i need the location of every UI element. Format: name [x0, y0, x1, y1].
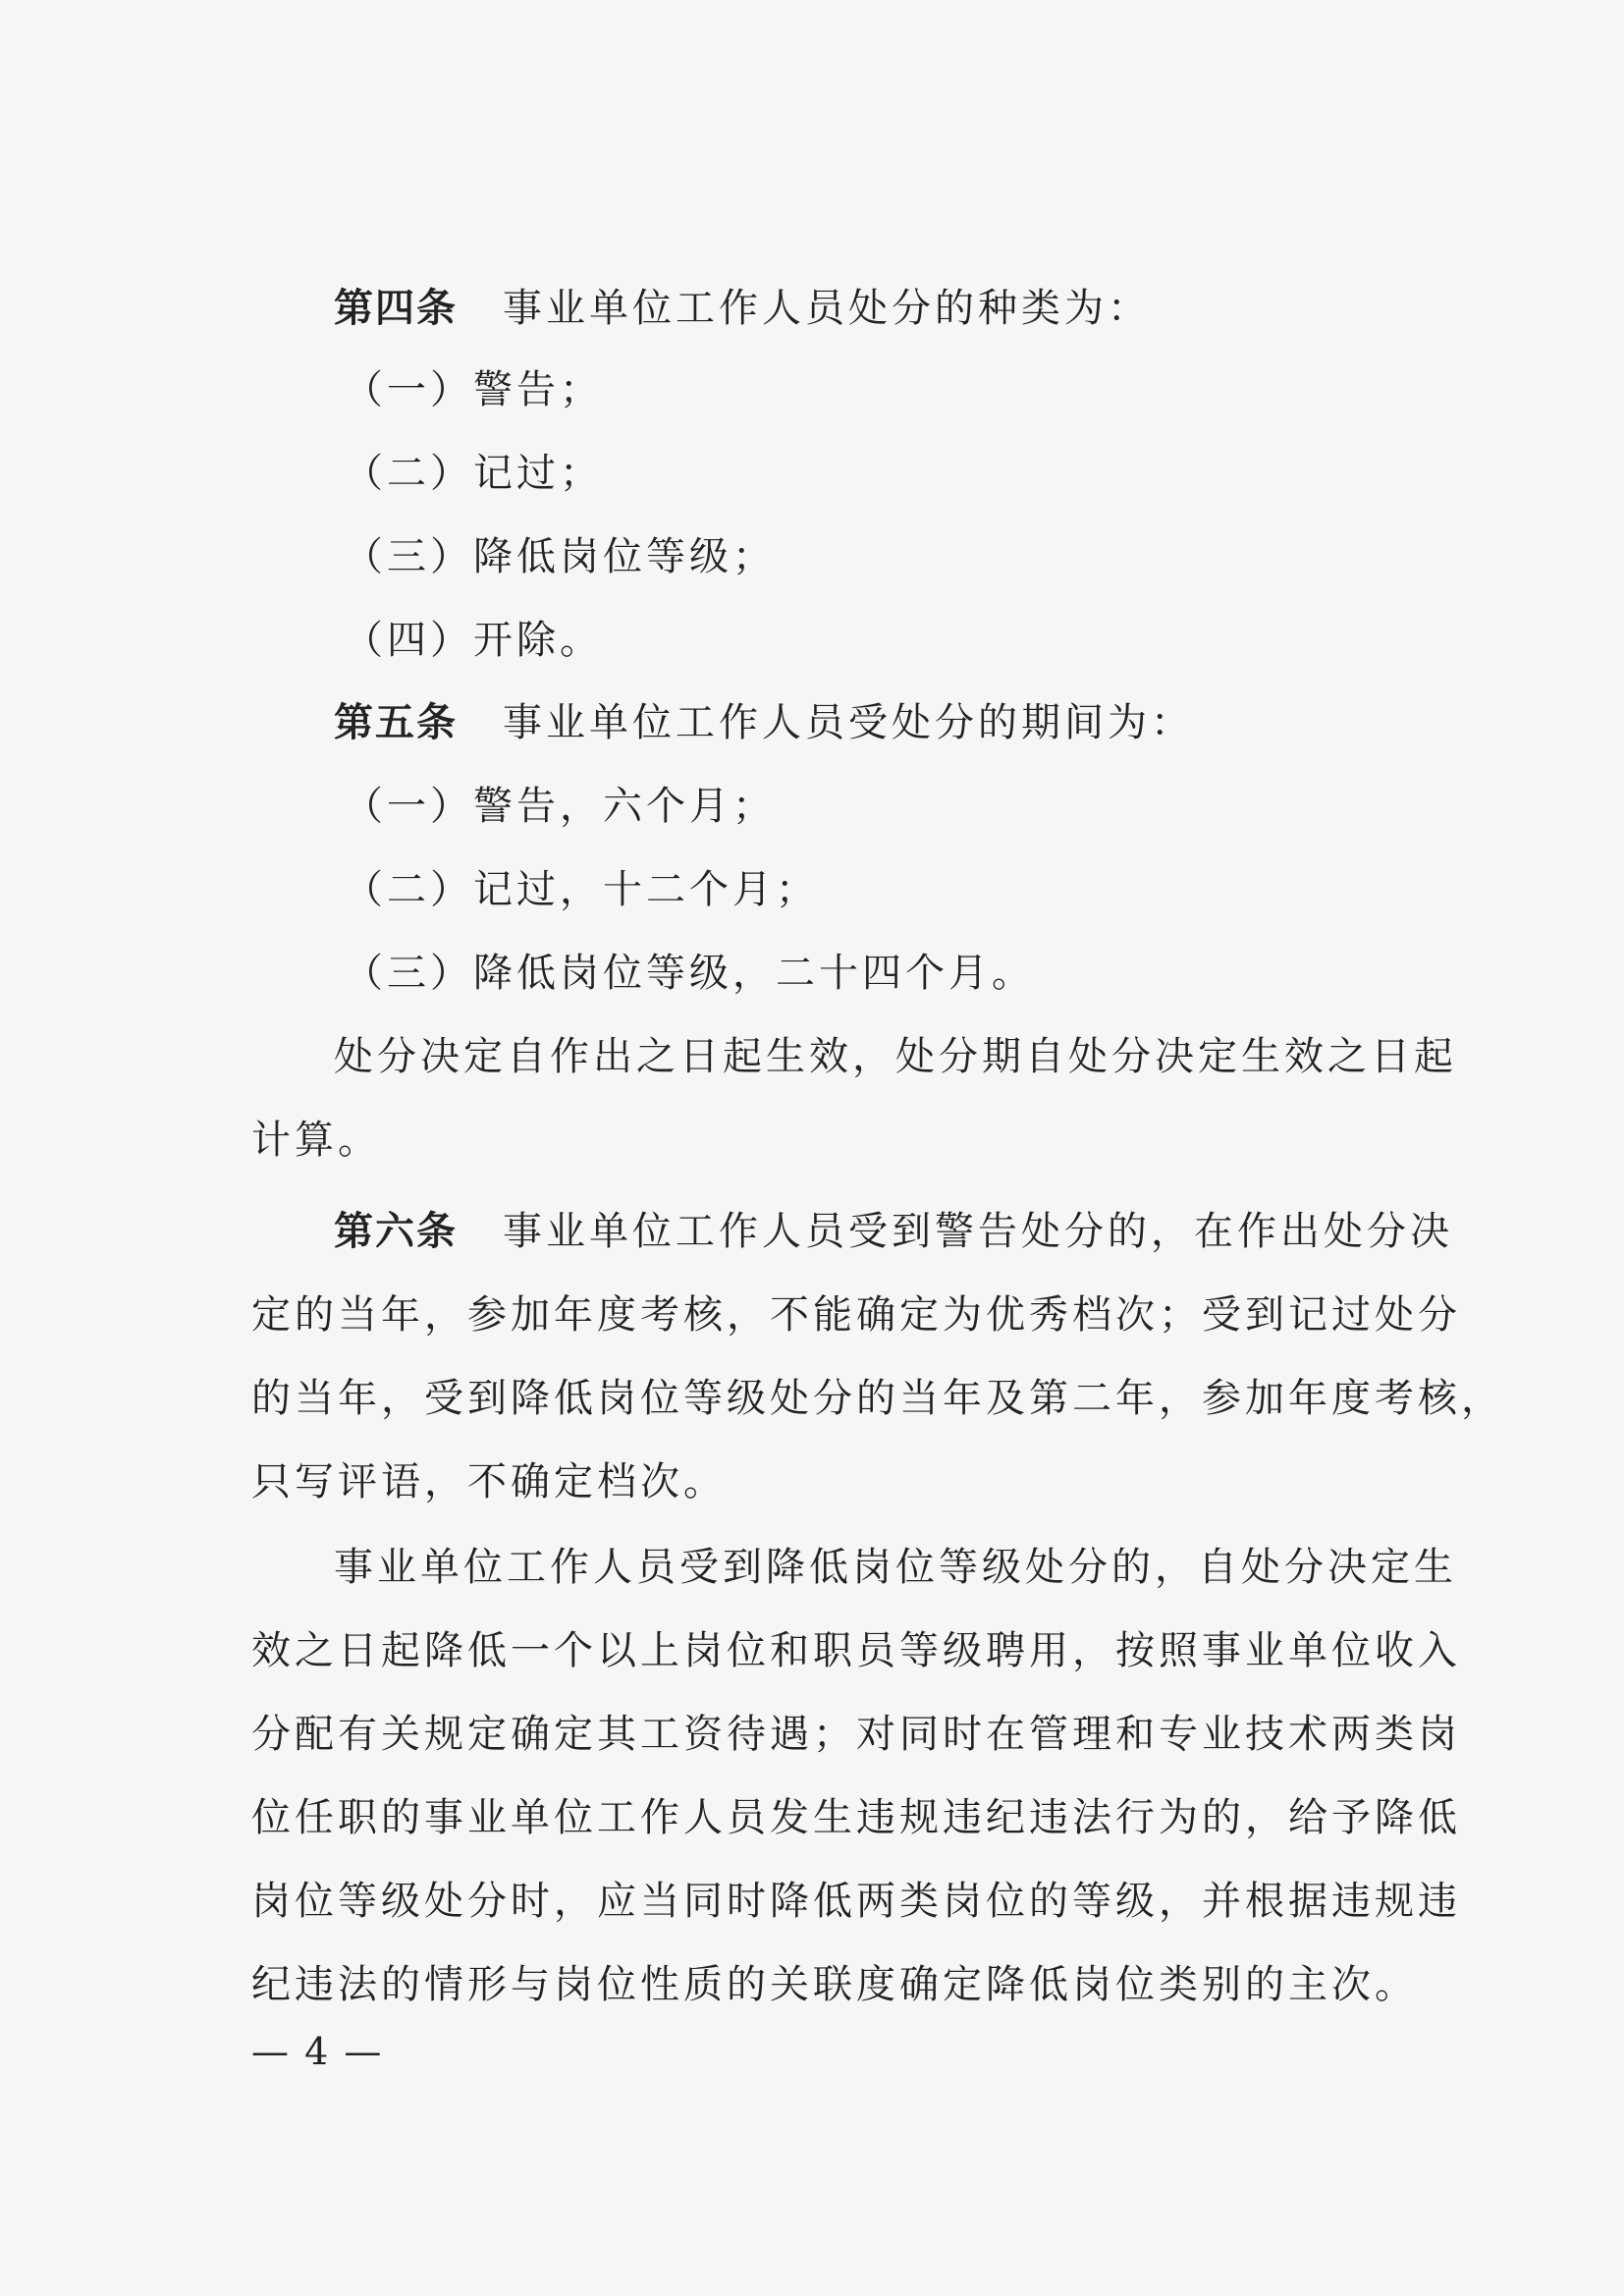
article-5-item-1: （一）警告，六个月；	[344, 784, 776, 829]
article-5-label: 第五条	[334, 700, 458, 745]
article-4-item-4: （四）开除。	[344, 618, 603, 663]
article-6-p2-line-5: 岗位等级处分时，应当同时降低两类岗位的等级，并根据违规违	[251, 1879, 1461, 1924]
article-6-heading-line	[334, 1208, 1551, 1255]
article-6-p2-line-4: 位任职的事业单位工作人员发生违规违纪违法行为的，给予降低	[251, 1795, 1461, 1840]
article-5-item-2: （二）记过，十二个月；	[344, 867, 819, 912]
article-4-item-1: （一）警告；	[344, 367, 603, 412]
article-6-p2-line-6: 纪违法的情形与岗位性质的关联度确定降低岗位类别的主次。	[251, 1962, 1418, 2007]
article-4-label: 第四条	[334, 286, 458, 331]
article-6-p1-line-1: 事业单位工作人员受到警告处分的，在作出处分决	[503, 1209, 1453, 1254]
article-6-p1-line-2: 定的当年，参加年度考核，不能确定为优秀档次；受到记过处分	[251, 1292, 1461, 1338]
page-number: — 4 —	[251, 2030, 384, 2073]
article-4-item-3: （三）降低岗位等级；	[344, 534, 776, 579]
article-5-note-line-1: 处分决定自作出之日起生效，处分期自处分决定生效之日起	[334, 1034, 1457, 1079]
article-6-p1-line-3: 的当年，受到降低岗位等级处分的当年及第二年，参加年度考核，	[251, 1376, 1504, 1421]
article-6-p2-line-2: 效之日起降低一个以上岗位和职员等级聘用，按照事业单位收入	[251, 1628, 1461, 1673]
article-5-intro: 事业单位工作人员受处分的期间为：	[503, 700, 1194, 745]
article-6-p2-line-3: 分配有关规定确定其工资待遇；对同时在管理和专业技术两类岗	[251, 1712, 1461, 1757]
article-5-item-3: （三）降低岗位等级，二十四个月。	[344, 951, 1035, 996]
article-6-p1-line-4: 只写评语，不确定档次。	[251, 1459, 727, 1504]
article-4-intro: 事业单位工作人员处分的种类为：	[503, 286, 1151, 331]
article-4-heading-line	[334, 285, 1551, 332]
article-4-item-2: （二）记过；	[344, 451, 603, 496]
article-6-p2-line-1: 事业单位工作人员受到降低岗位等级处分的，自处分决定生	[334, 1545, 1457, 1590]
article-6-label: 第六条	[334, 1209, 458, 1254]
article-5-note-line-2: 计算。	[251, 1118, 381, 1163]
article-5-heading-line	[334, 699, 1551, 746]
